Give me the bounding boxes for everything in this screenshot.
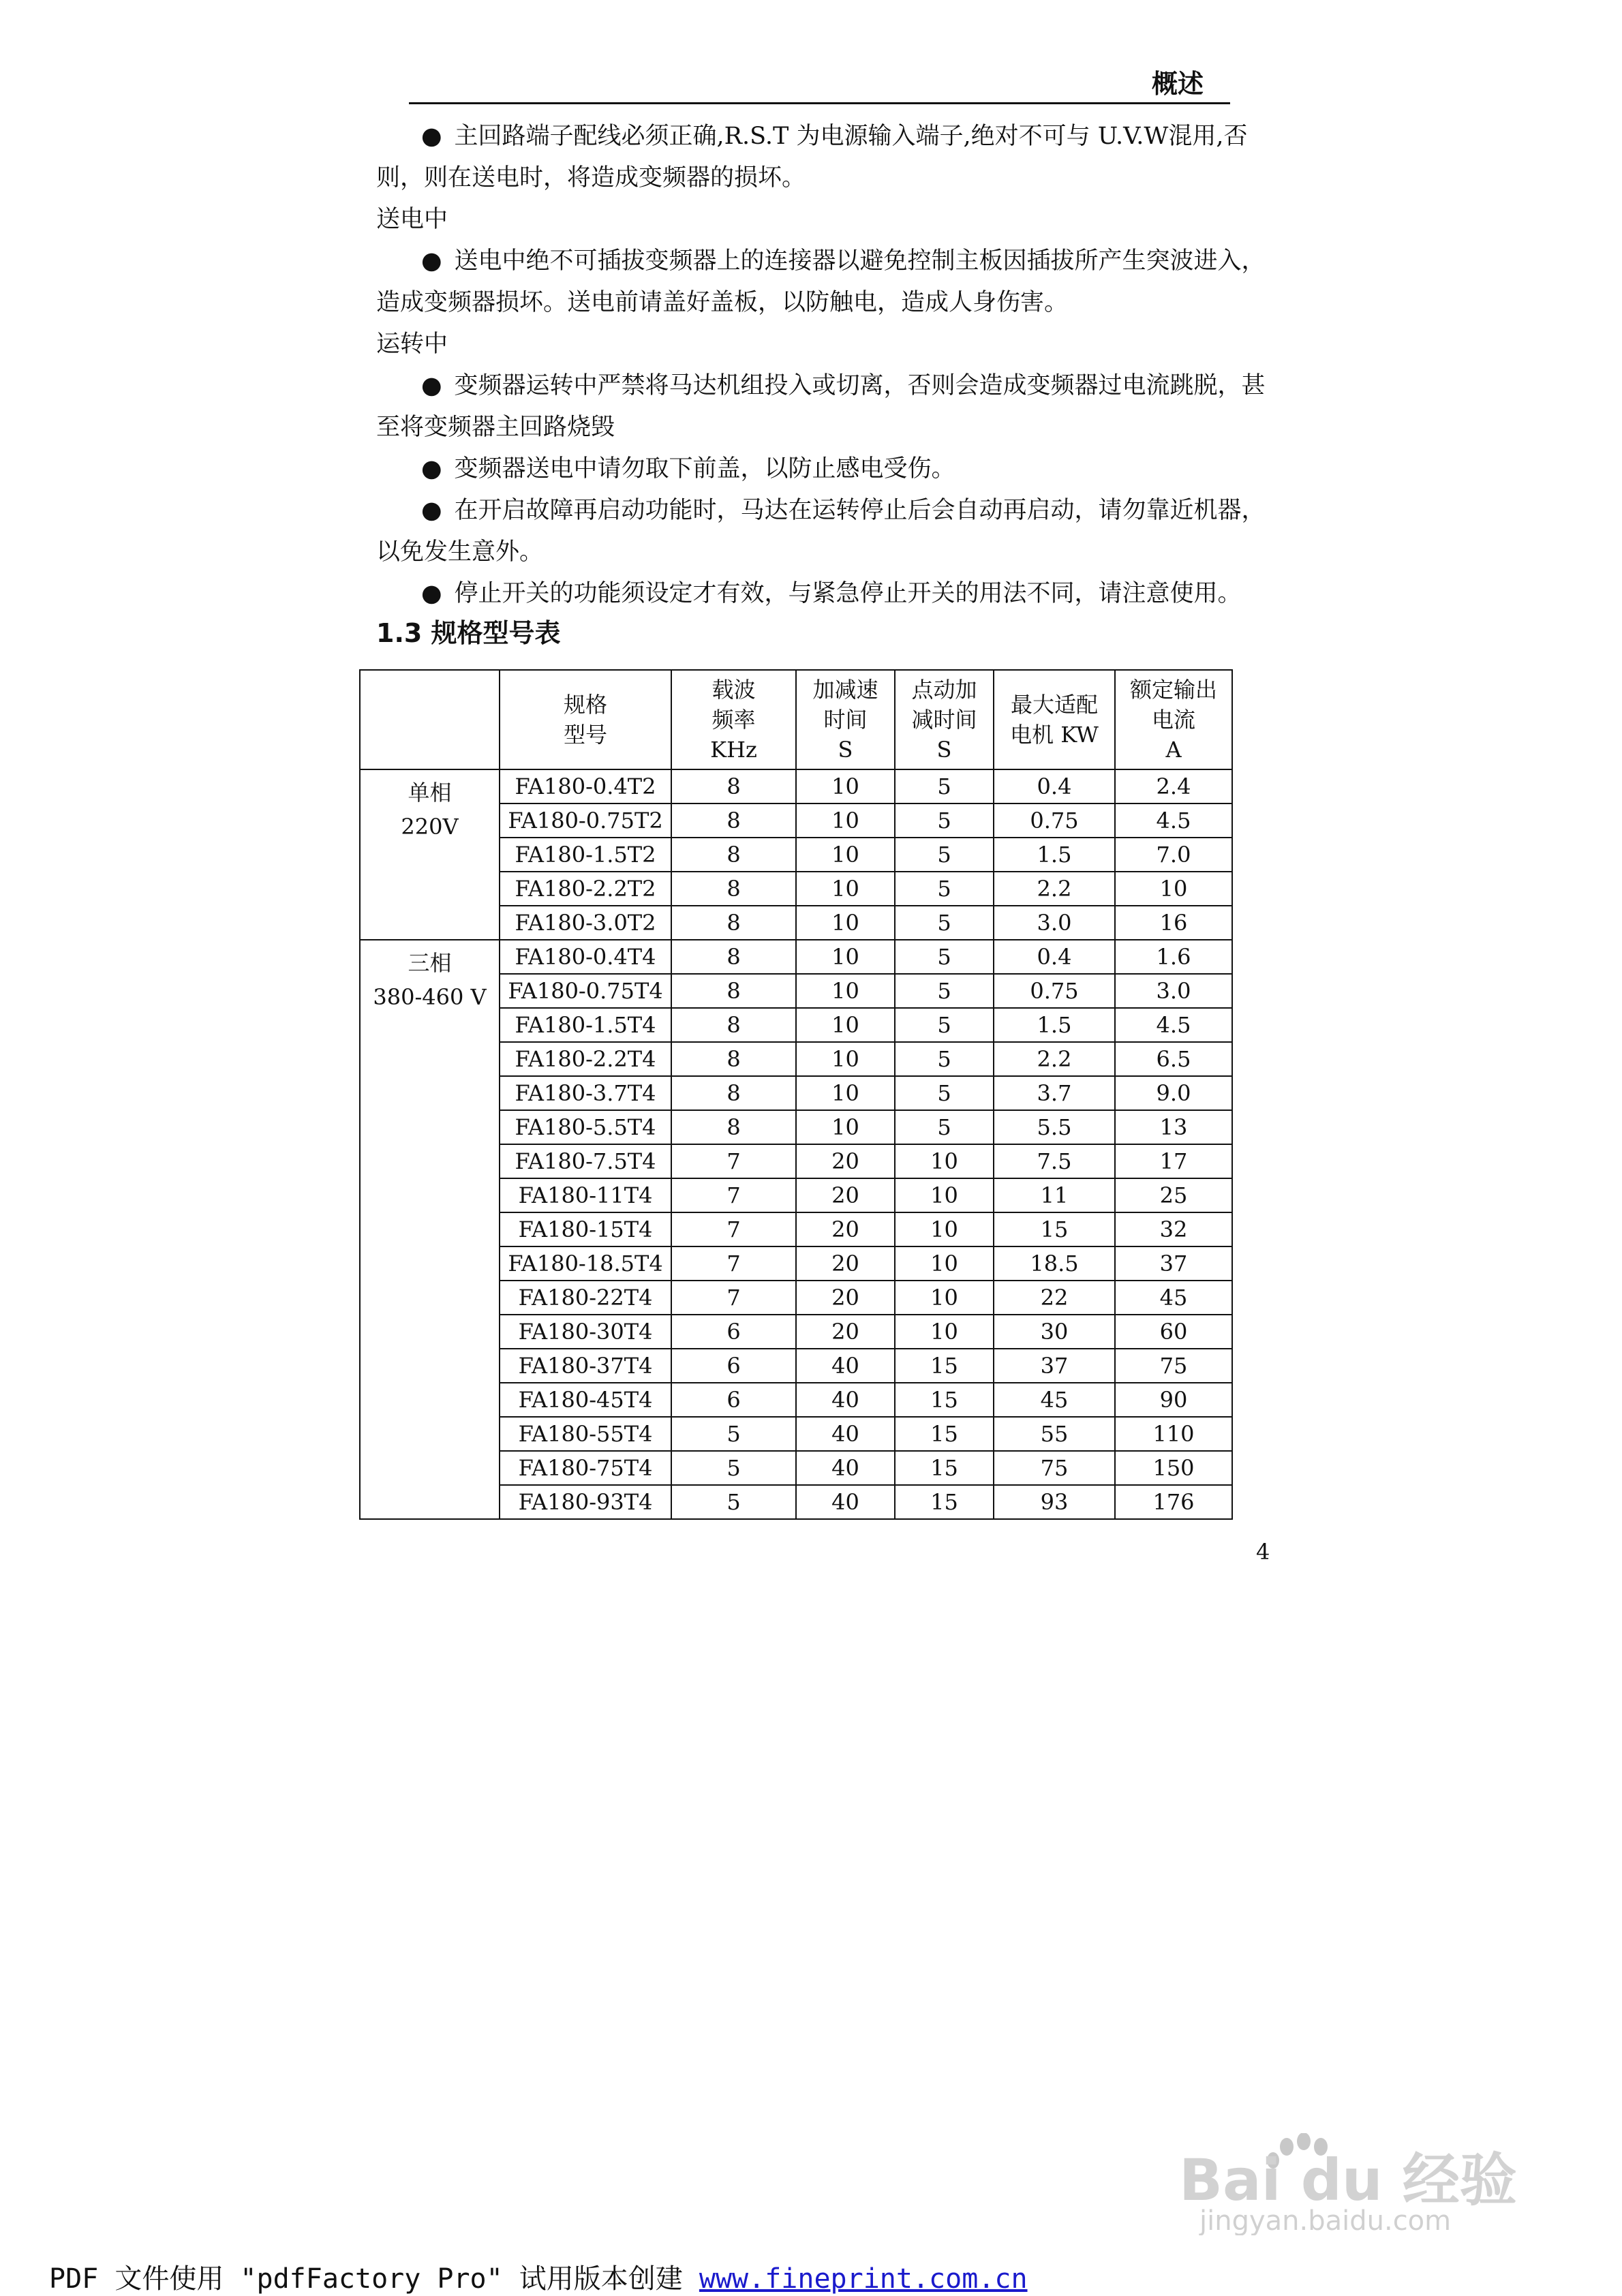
table-cell: 4.5 (1115, 1008, 1232, 1042)
table-cell: 13 (1115, 1110, 1232, 1144)
header-divider (409, 102, 1230, 104)
table-cell: 40 (796, 1349, 895, 1383)
table-cell: FA180-0.4T2 (500, 769, 671, 803)
table-cell: 5 (895, 940, 994, 974)
watermark-url-text: jingyan.baidu.com (1199, 2205, 1452, 2235)
bullet-icon: ● (421, 497, 442, 524)
table-cell: FA180-30T4 (500, 1315, 671, 1349)
bullet-text: 停止开关的功能须设定才有效，与紧急停止开关的用法不同，请注意使用。 (454, 580, 1242, 607)
table-cell: 10 (796, 1008, 895, 1042)
table-cell: 10 (895, 1144, 994, 1178)
table-cell: 150 (1115, 1451, 1232, 1485)
table-cell: 60 (1115, 1315, 1232, 1349)
table-cell: FA180-5.5T4 (500, 1110, 671, 1144)
table-cell: 40 (796, 1383, 895, 1417)
table-cell: 90 (1115, 1383, 1232, 1417)
bullet-icon: ● (421, 580, 442, 607)
bullet-text: 变频器送电中请勿取下前盖，以防止感电受伤。 (454, 455, 955, 483)
table-row (360, 940, 1232, 974)
table-cell: 3.7 (994, 1076, 1115, 1110)
table-cell: 2.2 (994, 872, 1115, 906)
baidu-jingyan-watermark (1165, 2133, 1547, 2235)
table-cell: 10 (1115, 872, 1232, 906)
bullet-icon: ● (421, 455, 442, 483)
table-cell: 18.5 (994, 1246, 1115, 1281)
table-cell: 20 (796, 1144, 895, 1178)
table-header-cell: 额定输出 电流 A (1115, 670, 1232, 769)
bullet-text: 送电中绝不可插拔变频器上的连接器以避免控制主板因插拔所产生突波进入，造成变频器损坏。送电前请盖好盖板，以防触电，造成人身伤害。 (376, 247, 1266, 316)
table-cell: 8 (671, 769, 796, 803)
table-cell: 5 (895, 1042, 994, 1076)
table-cell: 45 (1115, 1281, 1232, 1315)
table-cell: 0.75 (994, 803, 1115, 838)
table-cell: 5 (895, 1110, 994, 1144)
table-cell: 40 (796, 1485, 895, 1519)
bullet-paragraph (376, 448, 1269, 490)
table-group-label: 单相 220V (360, 769, 500, 940)
table-cell: 10 (895, 1246, 994, 1281)
table-cell: 8 (671, 872, 796, 906)
table-cell: FA180-1.5T2 (500, 838, 671, 872)
table-cell: 5 (671, 1417, 796, 1451)
bullet-paragraph (376, 241, 1269, 324)
table-cell: 10 (796, 1042, 895, 1076)
table-cell: 37 (1115, 1246, 1232, 1281)
table-cell: FA180-22T4 (500, 1281, 671, 1315)
footer-link[interactable]: www.fineprint.com.cn (699, 2263, 1028, 2295)
table-cell: 25 (1115, 1178, 1232, 1212)
bullet-icon: ● (421, 123, 442, 150)
subsection-heading: 送电中 (376, 206, 448, 233)
table-cell: 5.5 (994, 1110, 1115, 1144)
table-cell: 5 (895, 1008, 994, 1042)
table-cell: 20 (796, 1246, 895, 1281)
table-cell: 7.0 (1115, 838, 1232, 872)
table-cell: 3.0 (994, 906, 1115, 940)
table-group-label: 三相 380-460 V (360, 940, 500, 1519)
table-cell: 10 (895, 1178, 994, 1212)
table-cell: FA180-2.2T2 (500, 872, 671, 906)
table-cell: FA180-3.0T2 (500, 906, 671, 940)
table-cell: 8 (671, 940, 796, 974)
table-cell: 15 (895, 1451, 994, 1485)
table-cell: 30 (994, 1315, 1115, 1349)
table-cell: 2.4 (1115, 769, 1232, 803)
table-cell: 15 (895, 1383, 994, 1417)
table-cell: 15 (994, 1212, 1115, 1246)
table-cell: 20 (796, 1212, 895, 1246)
table-cell: FA180-1.5T4 (500, 1008, 671, 1042)
table-cell: 5 (895, 769, 994, 803)
table-cell: 45 (994, 1383, 1115, 1417)
table-cell: 5 (895, 1076, 994, 1110)
table-cell: 93 (994, 1485, 1115, 1519)
table-cell: 10 (796, 974, 895, 1008)
table-cell: 37 (994, 1349, 1115, 1383)
bullet-paragraph (376, 490, 1269, 573)
table-cell: 1.5 (994, 838, 1115, 872)
bullet-text: 在开启故障再启动功能时，马达在运转停止后会自动再启动，请勿靠近机器，以免发生意外。 (376, 497, 1266, 566)
table-cell: 7 (671, 1246, 796, 1281)
table-cell: 40 (796, 1451, 895, 1485)
table-cell: 10 (796, 872, 895, 906)
table-cell: 6.5 (1115, 1042, 1232, 1076)
table-cell: FA180-55T4 (500, 1417, 671, 1451)
page-number: 4 (1256, 1539, 1270, 1565)
table-header-cell: 点动加 减时间 S (895, 670, 994, 769)
table-cell: 75 (1115, 1349, 1232, 1383)
spec-table (359, 669, 1233, 1520)
table-cell: 10 (895, 1281, 994, 1315)
table-cell: 5 (895, 906, 994, 940)
table-cell: 3.0 (1115, 974, 1232, 1008)
bullet-text: 变频器运转中严禁将马达机组投入或切离，否则会造成变频器过电流跳脱，甚至将变频器主回路烧毁 (376, 372, 1266, 441)
table-cell: 10 (796, 906, 895, 940)
table-cell: 7 (671, 1281, 796, 1315)
table-cell: FA180-2.2T4 (500, 1042, 671, 1076)
table-header-group-cell (360, 670, 500, 769)
table-body (360, 769, 1232, 1519)
table-cell: 10 (895, 1212, 994, 1246)
table-cell: 20 (796, 1281, 895, 1315)
table-cell: 15 (895, 1485, 994, 1519)
table-cell: 5 (895, 803, 994, 838)
table-cell: 10 (796, 803, 895, 838)
table-cell: 1.6 (1115, 940, 1232, 974)
bullet-icon: ● (421, 247, 442, 275)
table-row (360, 769, 1232, 803)
table-cell: 0.75 (994, 974, 1115, 1008)
table-cell: 75 (994, 1451, 1115, 1485)
table-cell: FA180-0.4T4 (500, 940, 671, 974)
table-cell: 15 (895, 1349, 994, 1383)
table-cell: 6 (671, 1349, 796, 1383)
table-cell: 1.5 (994, 1008, 1115, 1042)
footer-text: PDF 文件使用 "pdfFactory Pro" 试用版本创建 (49, 2263, 699, 2295)
table-cell: FA180-0.75T4 (500, 974, 671, 1008)
table-cell: 10 (796, 1076, 895, 1110)
table-cell: 8 (671, 838, 796, 872)
table-header-cell: 规格 型号 (500, 670, 671, 769)
table-cell: 176 (1115, 1485, 1232, 1519)
table-cell: 32 (1115, 1212, 1232, 1246)
table-cell: 7.5 (994, 1144, 1115, 1178)
table-cell: FA180-37T4 (500, 1349, 671, 1383)
page-header-title: 概述 (1152, 69, 1204, 99)
subsection-heading: 运转中 (376, 331, 448, 358)
table-cell: 110 (1115, 1417, 1232, 1451)
bullet-icon: ● (421, 372, 442, 399)
watermark-brand-text: Bai du 经验 (1179, 2147, 1517, 2214)
table-cell: 15 (895, 1417, 994, 1451)
table-cell: FA180-0.75T2 (500, 803, 671, 838)
table-cell: 8 (671, 803, 796, 838)
table-cell: 10 (796, 1110, 895, 1144)
table-cell: FA180-15T4 (500, 1212, 671, 1246)
table-cell: 10 (796, 838, 895, 872)
table-cell: 17 (1115, 1144, 1232, 1178)
table-cell: 5 (671, 1485, 796, 1519)
table-header-cell: 加减速 时间 S (796, 670, 895, 769)
section-heading: 1.3 规格型号表 (376, 618, 561, 648)
table-cell: 8 (671, 974, 796, 1008)
table-cell: 5 (895, 838, 994, 872)
footer (49, 2257, 1028, 2296)
table-cell: 8 (671, 1076, 796, 1110)
table-cell: 6 (671, 1383, 796, 1417)
table-cell: 8 (671, 1042, 796, 1076)
bullet-paragraph (376, 365, 1269, 448)
table-cell: 5 (671, 1451, 796, 1485)
table-cell: 55 (994, 1417, 1115, 1451)
bullet-paragraph (376, 573, 1269, 615)
table-cell: 22 (994, 1281, 1115, 1315)
table-cell: 20 (796, 1315, 895, 1349)
bullet-text: 主回路端子配线必须正确,R.S.T 为电源输入端子,绝对不可与 U.V.W混用,否则，则在送电时，将造成变频器的损坏。 (376, 123, 1248, 192)
table-cell: 5 (895, 974, 994, 1008)
table-cell: FA180-75T4 (500, 1451, 671, 1485)
table-cell: 10 (796, 940, 895, 974)
table-cell: 0.4 (994, 769, 1115, 803)
table-cell: 20 (796, 1178, 895, 1212)
body-text (376, 116, 1269, 615)
table-cell: 8 (671, 1008, 796, 1042)
table-cell: 11 (994, 1178, 1115, 1212)
table-cell: 40 (796, 1417, 895, 1451)
table-cell: FA180-18.5T4 (500, 1246, 671, 1281)
table-cell: 0.4 (994, 940, 1115, 974)
table-cell: 10 (796, 769, 895, 803)
table-cell: 8 (671, 906, 796, 940)
table-cell: 10 (895, 1315, 994, 1349)
table-cell: 4.5 (1115, 803, 1232, 838)
table-header-row (360, 670, 1232, 769)
table-cell: FA180-3.7T4 (500, 1076, 671, 1110)
bullet-paragraph (376, 116, 1269, 199)
table-cell: 5 (895, 872, 994, 906)
table-cell: 7 (671, 1178, 796, 1212)
table-cell: 9.0 (1115, 1076, 1232, 1110)
table-cell: FA180-45T4 (500, 1383, 671, 1417)
table-cell: FA180-7.5T4 (500, 1144, 671, 1178)
table-cell: 2.2 (994, 1042, 1115, 1076)
table-cell: FA180-11T4 (500, 1178, 671, 1212)
table-cell: 7 (671, 1212, 796, 1246)
table-header-cell: 最大适配 电机 KW (994, 670, 1115, 769)
table-cell: FA180-93T4 (500, 1485, 671, 1519)
table-header-cell: 载波 频率 KHz (671, 670, 796, 769)
table-cell: 16 (1115, 906, 1232, 940)
table-cell: 7 (671, 1144, 796, 1178)
table-cell: 6 (671, 1315, 796, 1349)
table-cell: 8 (671, 1110, 796, 1144)
